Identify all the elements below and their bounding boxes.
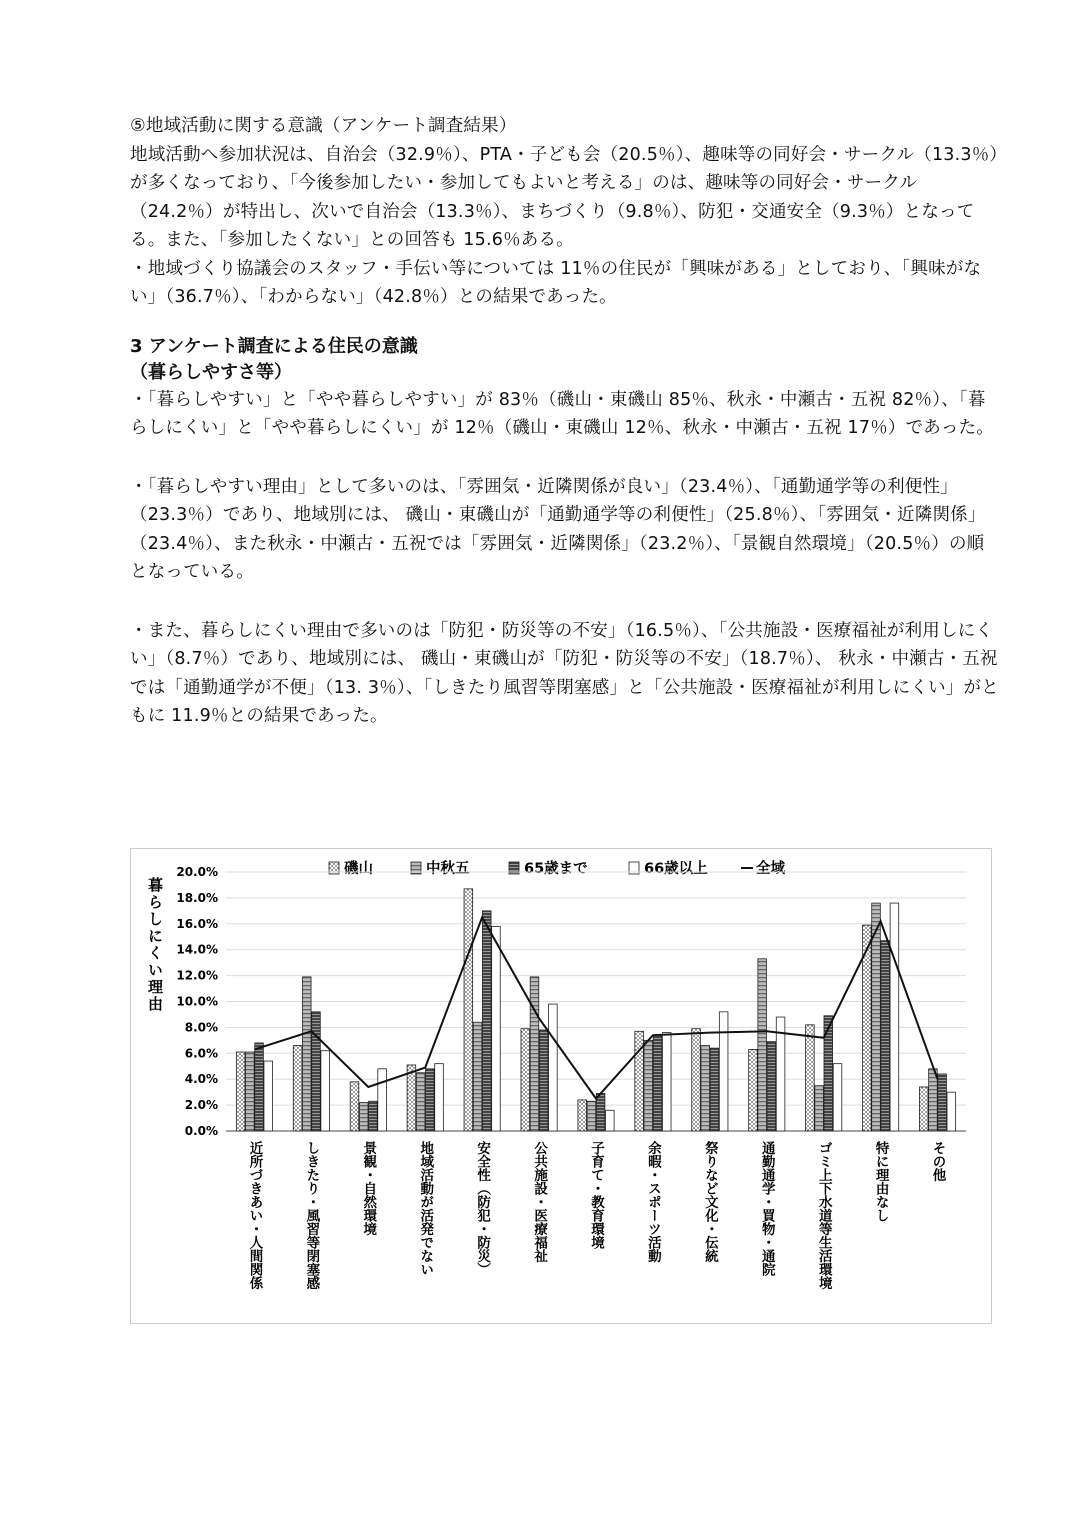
bar-66歳以上-13 [947,1092,956,1131]
x-category-label: その他 [929,1141,946,1182]
bar-磯山-6 [521,1029,530,1131]
y-tick-label: 2.0% [184,1098,218,1113]
bar-中秋五-6 [530,977,539,1131]
y-tick-label: 0.0% [184,1124,218,1138]
chart-container [130,848,992,1324]
bar-中秋五-7 [587,1101,596,1131]
x-category-label: 安全性（防犯・防災） [474,1141,491,1276]
section5-title: ⑤地域活動に関する意識（アンケート調査結果） [130,116,517,136]
bar-66歳以上-5 [492,926,501,1131]
legend-label-磯山: 磯山 [344,861,373,877]
legend-label-65歳まで: 65歳まで [524,861,588,877]
section3-paragraph-3: ・また、暮らしにくい理由で多いのは「防犯・防災等の不安」（16.5％）、「公共施設・医療福祉が利用しにくい」（8.7％）であり、地域別には、 磯山・東磯山が「防犯・防災等の不安」（18.7％）、 秋永・中瀬古・五祝では「通勤通学が不便」（13. 3％）、「しきたり風習等閉塞感」と「公共施設・医療福祉が利用しにくい」がともに 11.9％との結果であった。 [130,620,999,726]
bar-65歳まで-6 [539,1030,548,1131]
bar-66歳以上-9 [719,1012,728,1131]
y-tick-label: 20.0% [176,865,218,879]
bar-66歳以上-4 [435,1064,444,1131]
bar-65歳まで-2 [312,1012,321,1131]
bar-66歳以上-1 [264,1061,273,1131]
y-axis-label: 暮らしにくい理由 [146,877,164,1013]
bar-中秋五-10 [758,959,767,1131]
bar-中秋五-8 [644,1040,653,1131]
bar-65歳まで-7 [596,1093,605,1131]
section3-heading: 3 アンケート調査による住民の意識 [130,335,418,357]
x-category-label: 祭りなど文化・伝統 [701,1141,718,1263]
bar-66歳以上-3 [378,1069,387,1131]
x-category-label: 子育て・教育環境 [588,1141,604,1249]
x-category-label: 通勤通学・買物・通院 [758,1141,775,1276]
y-tick-label: 18.0% [176,890,218,905]
bar-磯山-10 [749,1049,758,1131]
section5-paragraph-1: 地域活動へ参加状況は、自治会（32.9％）、PTA・子ども会（20.5％）、趣味等の同好会・サークル（13.3％）が多くなっており、「今後参加したい・参加してもよいと考える」のは、趣味等の同好会・サークル（24.2％）が特出し、次いで自治会（13.3％）、まちづくり（9.8％）、防犯・交通安全（9.3％）となってる。また、「参加したくない」との回答も 15.6％ある。 [130,144,999,250]
y-tick-label: 4.0% [184,1072,218,1087]
bar-65歳まで-12 [881,941,890,1131]
bar-中秋五-2 [302,977,311,1131]
x-category-label: 地域活動が活発でない [417,1141,434,1276]
bar-磯山-11 [806,1025,815,1131]
x-category-label: しきたり・風習等閉塞感 [303,1141,320,1290]
section3-subheading: （暮らしやすさ等） [130,361,292,383]
bar-中秋五-13 [929,1069,938,1131]
legend-label-中秋五: 中秋五 [426,861,470,877]
document-page [130,112,1000,731]
bar-65歳まで-1 [255,1043,264,1131]
bar-chart [131,849,991,1323]
bar-65歳まで-13 [938,1074,947,1131]
bar-66歳以上-6 [549,1004,558,1131]
x-category-label: 景観・自然環境 [360,1141,377,1236]
bar-磯山-1 [236,1052,245,1131]
bar-磯山-3 [350,1082,359,1131]
bar-65歳まで-10 [767,1042,776,1131]
section5-paragraph-2: ・地域づくり協議会のスタッフ・手伝い等については 11％の住民が「興味がある」としており、「興味がない」（36.7％）、「わからない」（42.8％）との結果であった。 [130,258,982,307]
bar-中秋五-11 [815,1086,824,1131]
bar-磯山-9 [692,1029,701,1131]
bar-66歳以上-11 [833,1064,842,1131]
bar-66歳以上-2 [321,1051,330,1131]
bar-中秋五-5 [473,1022,482,1131]
section3-paragraph-1: ・「暮らしやすい」と「やや暮らしやすい」が 83％（磯山・東磯山 85％、秋永・中瀬古・五祝 82％）、「暮らしにくい」と「やや暮らしにくい」が 12％（磯山・東磯山 12％、秋永・中瀬古・五祝 17％）であった。 [130,389,994,438]
bar-66歳以上-8 [662,1033,671,1131]
y-tick-label: 8.0% [184,1020,218,1035]
bar-磯山-2 [293,1046,302,1131]
x-category-label: 特に理由なし [872,1141,889,1222]
bar-66歳以上-7 [606,1110,615,1131]
bar-磯山-5 [464,889,473,1131]
section3-paragraph-2: ・「暮らしやすい理由」として多いのは、「雰囲気・近隣関係が良い」（23.4％）、「通勤通学等の利便性」（23.3％）であり、地域別には、 磯山・東磯山が「通勤通学等の利便性」（25.8％）、「雰囲気・近隣関係」（23.4％）、また秋永・中瀬古・五祝では「雰囲気・近隣関係」（23.2％）、「景観自然環境」（20.5％）の順となっている。 [130,476,986,582]
x-category-label: 近所づきあい・人間関係 [246,1141,263,1290]
legend-label-全域: 全域 [756,861,785,877]
bar-中秋五-3 [359,1103,368,1131]
x-category-label: 余暇・スポーツ活動 [644,1141,661,1263]
y-tick-label: 14.0% [176,942,218,957]
y-tick-label: 12.0% [176,968,218,983]
y-tick-label: 16.0% [176,916,218,931]
bar-66歳以上-12 [890,903,899,1131]
x-category-label: ゴミ上下水道等生活環境 [815,1141,832,1290]
bar-中秋五-1 [246,1052,255,1131]
bar-65歳まで-3 [369,1101,378,1131]
x-category-label: 公共施設・医療福祉 [531,1141,548,1263]
bar-磯山-4 [407,1065,416,1131]
bar-65歳まで-9 [710,1048,719,1131]
y-tick-label: 6.0% [184,1046,218,1061]
bar-65歳まで-8 [653,1035,662,1131]
bar-磯山-7 [578,1100,587,1131]
legend-label-66歳以上: 66歳以上 [644,861,708,877]
bar-65歳まで-4 [426,1069,435,1131]
bar-中秋五-9 [701,1046,710,1131]
y-tick-label: 10.0% [176,994,218,1009]
bar-磯山-13 [919,1087,928,1131]
bar-中秋五-4 [416,1073,425,1131]
bar-65歳まで-5 [482,911,491,1131]
